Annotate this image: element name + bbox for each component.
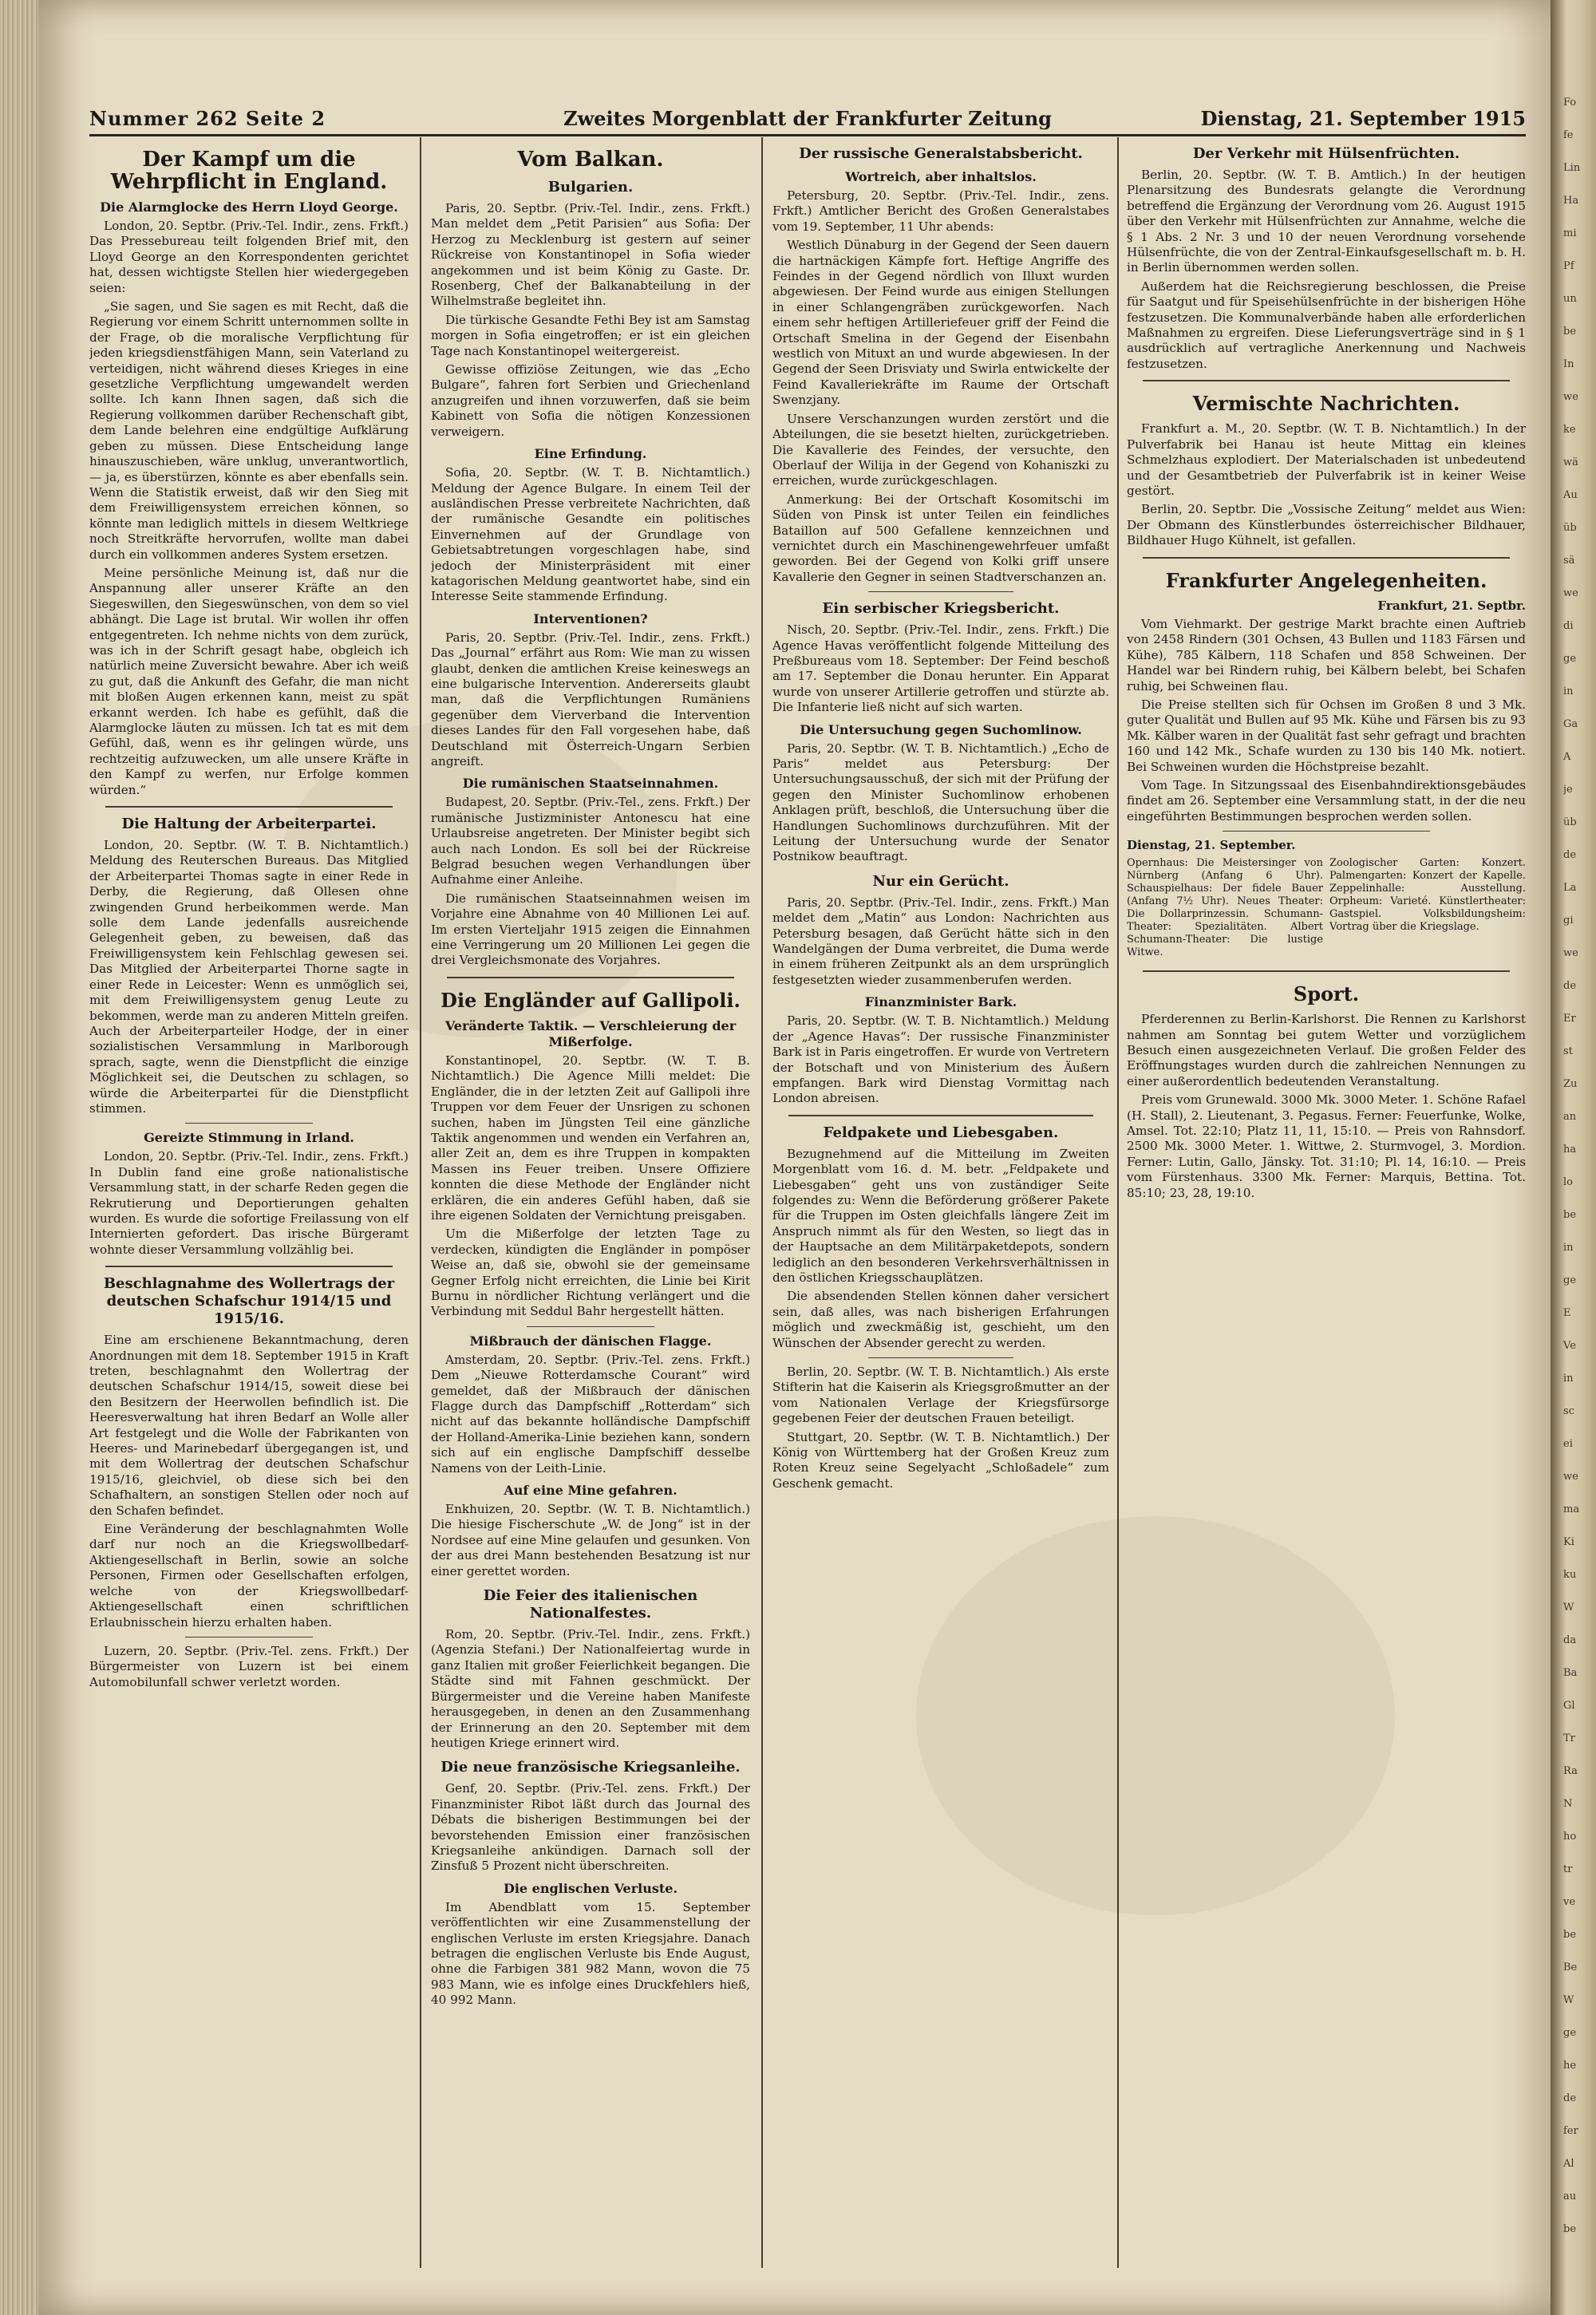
- column-4: [1127, 137, 1526, 2268]
- article-headline: Finanzminister Bark.: [864, 994, 1017, 1010]
- article-paragraph: Die absendenden Stellen können daher versichert sein, daß alles, was nach bisherigen Erfahrungen möglich und zweckmäßig ist, geschieht, um den Wünschen der Absender gerecht zu werden.: [772, 1289, 1109, 1350]
- article-paragraph: Eine am erschienene Bekanntmachung, deren Anordnungen mit dem 18. September 1915 in Kraft treten, beschlagnahmt den Wollertrag der deutschen Schafschur 1914/15, soweit diese bei den Besitzern der Heerwollen befindlich ist. Die Heeresverwaltung hat ihren Bedarf an Wolle aller Art festgelegt und die Wolle der Fabrikanten von Heeres- und Marinebedarf übergegangen ist, und mit dem Wollertrag der deutschen Schafschur 1915/16, gleichviel, ob diese sich bei den Schafhaltern, an sonstigen Stellen oder noch auf den Schafen befindet.: [89, 1333, 409, 1518]
- adjacent-page-fragment: fer: [1563, 2125, 1578, 2137]
- article-paragraph: Die türkische Gesandte Fethi Bey ist am Samstag morgen in Sofia eingetroffen; er ist ein gleichen Tage nach Konstantinopel weitergereist.: [431, 312, 750, 358]
- article-separator: [105, 806, 393, 808]
- page-header: [89, 102, 1526, 134]
- issue-date: Dienstag, 21. September 1915: [1200, 107, 1526, 130]
- article-separator: [447, 977, 734, 978]
- article-headline: Der Kampf um die Wehrpflicht in England.: [110, 148, 388, 194]
- adjacent-page-fragment: sc: [1563, 1405, 1574, 1417]
- article-paragraph: Sofia, 20. Septbr. (W. T. B. Nichtamtlich.) Meldung der Agence Bulgare. In einem Teil der ausländischen Presse verbreitete Nachrichten, daß der rumänische Gesandte ein politisches Einvernehmen auf der Grundlage von Gebietsabtretungen vorgeschlagen habe, sind jedoch der Ministerpräsident mit einer katagorischen Meldung geantwortet habe, sind ein Interesse Seite stammende Erfindung.: [431, 465, 750, 604]
- adjacent-page-fragment: Gl: [1563, 1700, 1575, 1712]
- article-headline: Frankfurter Angelegenheiten.: [1165, 568, 1487, 592]
- adjacent-page-fragment: ho: [1563, 1831, 1577, 1843]
- article-paragraph: Im Abendblatt vom 15. September veröffentlichten wir eine Zusammenstellung der englischen Verluste im ersten Kriegsjahre. Danach betragen die englischen Verluste bis Ende August, ohne die Farbigen 381 982 Mann, wovon die 75 983 Mann, wie es infolge eines Druckfehlers hieß, 40 992 Mann.: [431, 1899, 750, 2008]
- article-paragraph: Nisch, 20. Septbr. (Priv.-Tel. Indir., zens. Frkft.) Die Agence Havas veröffentlicht folgende Mitteilung des Preßbureaus vom 18. September: Der Feind beschoß am 17. September die Donau herunter. Ein Apparat wurde von unserer Artillerie getroffen und stürzte ab. Die Infanterie ließ nicht auf sich warten.: [772, 622, 1109, 715]
- adjacent-page-fragment: au: [1563, 2191, 1577, 2202]
- adjacent-page-fragment: an: [1563, 1111, 1577, 1123]
- article-paragraph: „Sie sagen, und Sie sagen es mit Recht, daß die Regierung vor einem Schritt unternommen sollte in der Frage, ob die moralische Verpflichtung für jeden kriegsdienstfähigen Mann, sein Vaterland zu verteidigen, nicht während dieses Krieges in eine gesetzliche Verpflichtung umgewandelt werden sollte. Ich kann Ihnen sagen, daß sich die Regierung vollkommen darüber Rechenschaft gibt, dem Lande belehren eine endgültige Aufklärung geben zu müssen. Diese Entscheidung lange hinauszuschieben, wäre unklug, unverantwortlich, — ja, es überstürzen, könnte es aber ebenfalls sein. Wenn die Statistik erweist, daß wir den Sieg mit dem Freiwilligensystem erreichen können, so könnte man lediglich mittels in diesem Weltkriege noch Streitkräfte hervorrufen, wollte man dabei durch ein vollkommen anderes System ersetzen.: [89, 299, 409, 562]
- article-separator: [527, 1326, 654, 1327]
- article-paragraph: Stuttgart, 20. Septbr. (W. T. B. Nichtamtlich.) Der König von Württemberg hat der Großen Kreuz zum Roten Kreuz seine Segelyacht „Schloßadele“ zum Geschenk gemacht.: [772, 1429, 1109, 1491]
- adjacent-page-fragment: be: [1563, 2223, 1577, 2235]
- adjacent-page-text: [1563, 96, 1594, 2250]
- adjacent-page-fragment: ku: [1563, 1569, 1577, 1581]
- article-paragraph: Bezugnehmend auf die Mitteilung im Zweiten Morgenblatt vom 16. d. M. betr. „Feldpakete und Liebesgaben“ geht uns von zuständiger Seite folgendes zu: Wenn die Beförderung größerer Pakete für die Truppen im Osten gleichfalls längere Zeit im Anspruch nimmt als für den Westen, so liegt das in der Hauptsache an dem Militärpaketdepots, sondern lediglich an den besonderen Verkehrsverhältnissen in den östlichen Kriegsschauplätzen.: [772, 1146, 1109, 1285]
- article-separator: [868, 1357, 1013, 1358]
- adjacent-page-fragment: we: [1563, 391, 1578, 403]
- adjacent-page-fragment: de: [1563, 980, 1577, 992]
- article-paragraph: London, 20. Septbr. (Priv.-Tel. Indir., zens. Frkft.) Das Pressebureau teilt folgenden Brief mit, den Lloyd George an den Korrespondenten gerichtet hat, dessen wichtigste Stellen hier wiedergegeben seien:: [89, 219, 409, 295]
- article-separator: [1143, 557, 1510, 559]
- adjacent-page-fragment: N: [1563, 1798, 1573, 1810]
- article-headline: Die Feier des italienischen Nationalfestes.: [483, 1587, 698, 1622]
- adjacent-page-fragment: Ha: [1563, 195, 1579, 207]
- book-left-edge: [0, 0, 38, 2315]
- article-separator: [1143, 970, 1510, 972]
- article-subheadline: Wortreich, aber inhaltslos.: [845, 169, 1037, 184]
- adjacent-page-fragment: Ki: [1563, 1536, 1574, 1548]
- adjacent-page-fragment: Pf: [1563, 260, 1574, 272]
- article-headline: Der russische Generalstabsbericht.: [799, 145, 1083, 162]
- adjacent-page-fragment: Au: [1563, 489, 1578, 501]
- article-paragraph: Paris, 20. Septbr. (Priv.-Tel. Indir., zens. Frkft.) Man meldet dem „Petit Parisien“ aus Sofia: Der Herzog zu Mecklenburg ist gestern auf seiner Rückreise von Konstantinopel in Sofia wieder angekommen und ist beim König zu Gaste. Dr. Rosenberg, Chef der Balkanabteilung in der Wilhelmstraße begleitet ihn.: [431, 201, 750, 309]
- article-paragraph: Gewisse offiziöse Zeitungen, wie das „Echo Bulgare“, fahren fort Serbien und Griechenland anzugreifen und ihnen vorzuwerfen, daß sie beim Kabinett von Sofia die nötigen Konzessionen verweigern.: [431, 362, 750, 439]
- adjacent-page-fragment: wä: [1563, 456, 1578, 468]
- article-subheadline: Veränderte Taktik. — Verschleierung der Mißerfolge.: [444, 1017, 737, 1049]
- events-left: [1127, 857, 1323, 962]
- article-headline: Vermischte Nachrichten.: [1192, 392, 1460, 416]
- adjacent-page-fragment: ge: [1563, 2027, 1577, 2039]
- article-headline: Der Verkehr mit Hülsenfrüchten.: [1192, 145, 1460, 162]
- article-paragraph: Paris, 20. Septbr. (W. T. B. Nichtamtlich.) Meldung der „Agence Havas“: Der russische Finanzminister Bark ist in Paris eingetroffen. Er wurde von Vertretern der Botschaft und von Ministerium des Äußern empfangen. Bark wird Dienstag Vormittag nach London abreisen.: [772, 1013, 1109, 1106]
- masthead: Zweites Morgenblatt der Frankfurter Zeitung: [563, 107, 1052, 130]
- adjacent-page-fragment: üb: [1563, 522, 1577, 534]
- adjacent-page-fragment: Lin: [1563, 162, 1581, 174]
- article-paragraph: Paris, 20. Septbr. (Priv.-Tel. Indir., zens. Frkft.) Das „Journal“ erfährt aus Rom: Wie man zu wissen glaubt, denken die amtlichen Kreise keineswegs an eine bulgarische Intervention. Andererseits glaubt man, daß die Verpflichtungen Rumäniens gegenüber dem Vierverband die Intervention dieses Landes für den Fall vorgesehen habe, daß Deutschland mit Österreich-Ungarn Serbien angreift.: [431, 630, 750, 768]
- adjacent-page-fragment: W: [1563, 1602, 1574, 1614]
- article-paragraph: Budapest, 20. Septbr. (Priv.-Tel., zens. Frkft.) Der rumänische Justizminister Antonescu hat eine Urlaubsreise angetreten. Der Minister begibt sich auch nach London. Es soll bei der Rückreise Belgrad besuchen wegen Verhandlungen über Aufnahme einer Anleihe.: [431, 795, 750, 887]
- article-headline: Mißbrauch der dänischen Flagge.: [469, 1333, 712, 1349]
- adjacent-page-fragment: Fo: [1563, 97, 1577, 109]
- events-listing: [1127, 857, 1526, 962]
- article-headline: Die neue französische Kriegsanleihe.: [440, 1759, 741, 1776]
- book-right-edge: [1551, 0, 1596, 2315]
- header-rule: [89, 134, 1526, 136]
- article-headline: Die Engländer auf Gallipoli.: [440, 988, 741, 1012]
- adjacent-page-fragment: mi: [1563, 227, 1577, 239]
- article-headline: Sport.: [1293, 982, 1360, 1006]
- article-headline: Die Haltung der Arbeiterpartei.: [121, 816, 377, 833]
- article-separator: [1143, 380, 1510, 381]
- adjacent-page-fragment: we: [1563, 1471, 1578, 1483]
- article-paragraph: Paris, 20. Septbr. (Priv.-Tel. Indir., zens. Frkft.) Man meldet dem „Matin“ aus London: Nachrichten aus Petersburg besagen, daß Gerücht hätte sich in den Wandelgängen der Duma verbreitet, die Duma werde in einem früheren Zeitpunkt als an dem ursprünglich festgesetzten wieder zusammenberufen werden.: [772, 895, 1109, 987]
- column-rule: [420, 137, 421, 2268]
- adjacent-page-fragment: de: [1563, 2092, 1577, 2104]
- article-paragraph: London, 20. Septbr. (Priv.-Tel. Indir., zens. Frkft.) In Dublin fand eine große nationalistische Versammlung statt, in der scharfe Reden gegen die Rekrutierung und Deportierungen gehalten wurden. Es wurde die sofortige Freilassung von elf Internierten gefordert. Das irische Bürgeramt wohnte dieser Versammlung vollzählig bei.: [89, 1149, 409, 1257]
- article-paragraph: Um die Mißerfolge der letzten Tage zu verdecken, kündigten die Engländer in pompöser Weise an, daß sie, obwohl sie der gemeinsame Gegner Erfolg nicht erreichten, die Linie bei Kirit Burnu in nördlicher Richtung verlängert und die Verbindung mit Seddul Bahr hergestellt hätten.: [431, 1227, 750, 1319]
- article-paragraph: Pferderennen zu Berlin-Karlshorst. Die Rennen zu Karlshorst nahmen am Sonntag bei gutem Wetter und vorzüglichem Besuch einen ausgezeichneten Verlauf. Die großen Felder des Eröffnungstages wurden durch die zahlreichen Nennungen zu einer außerordentlich bedeutenden Veranstaltung.: [1127, 1012, 1526, 1088]
- adjacent-page-fragment: be: [1563, 1929, 1577, 1941]
- article-paragraph: Anmerkung: Bei der Ortschaft Kosomitschi im Süden von Pinsk ist unter Teilen ein feindliches Bataillon auf 500 Gefallene kennzeichnen und vernichtet durch ein Maschinengewehrfeuer umfaßt geworden. Bei der Gegend von Kolki griff unsere Kavallerie den Gegner in seinen Stadtverschanzen an.: [772, 492, 1109, 584]
- column-2: [431, 137, 750, 2268]
- adjacent-page-fragment: ma: [1563, 1503, 1580, 1515]
- article-paragraph: Westlich Dünaburg in der Gegend der Seen dauern die hartnäckigen Kämpfe fort. Heftige Angriffe des Feindes in der Gegend nördlich von Illuxt wurden abgewiesen. Der Feind wurde aus einigen Stellungen in einer Schlangengräben zurückgeworfen. Nach einem sehr heftigen Artilleriefeuer griff der Feind die Ortschaft Smelina in der Gegend der Eisenbahn westlich von Mituxt an und wurde abgewiesen. In der Gegend der Seen Drisviaty und Swirla entwickelte der Feind Kavalleriekräfte im Raume der Ortschaft Swenzjany.: [772, 238, 1109, 408]
- adjacent-page-fragment: gi: [1563, 915, 1574, 926]
- column-3: [772, 137, 1109, 2268]
- article-headline: Interventionen?: [533, 610, 648, 626]
- article-paragraph: Vom Viehmarkt. Der gestrige Markt brachte einen Auftrieb von 2458 Rindern (301 Ochsen, 43 Bullen und 1183 Färsen und Kühe), 785 Kälbern, 118 Schafen und 858 Schweinen. Der Handel war bei Rindern ruhig, bei Kälbern belebt, bei Schafen ruhig, bei Schweinen flau.: [1127, 616, 1526, 693]
- article-paragraph: Die rumänischen Staatseinnahmen weisen im Vorjahre eine Abnahme von 40 Millionen Lei auf. Im ersten Vierteljahr 1915 zeigen die Einnahmen eine Verringerung um 20 Millionen Lei gegen die drei Vergleichsmonate des Vorjahres.: [431, 891, 750, 968]
- column-rule: [1117, 137, 1119, 2268]
- article-paragraph: Unsere Verschanzungen wurden zerstört und die Abteilungen, die sie besetzt hielten, zurückgetrieben. Die Kavallerie des Feindes, der versuchte, den Oberlauf der Wilija in der Gegend von Kohaniszki zu erreichen, wurde zurückgeschlagen.: [772, 411, 1109, 488]
- article-separator: [788, 1115, 1093, 1116]
- article-headline: Auf eine Mine gefahren.: [504, 1483, 678, 1499]
- article-separator: [868, 591, 1013, 592]
- column-rule: [761, 137, 763, 2268]
- article-separator: [185, 1123, 313, 1124]
- adjacent-page-fragment: un: [1563, 293, 1577, 305]
- article-paragraph: Berlin, 20. Septbr. Die „Vossische Zeitung“ meldet aus Wien: Der Obmann des Künstlerbundes österreichischer Bildhauer, Bildhauer Hugo Kühnelt, ist gefallen.: [1127, 502, 1526, 548]
- adjacent-page-fragment: Tr: [1563, 1732, 1575, 1744]
- adjacent-page-fragment: sä: [1563, 555, 1575, 567]
- article-separator: [1223, 831, 1430, 832]
- article-headline: Eine Erfindung.: [534, 446, 647, 462]
- events-right: [1329, 857, 1526, 962]
- article-headline: Die rumänischen Staatseinnahmen.: [462, 776, 719, 792]
- events-text: Zoologischer Garten: Konzert. Palmengarten: Konzert der Kapelle. Zeppelinhalle: Ausstellung. Orpheum: Varieté. Künstlertheater: Gastspiel. Volksbildungsheim: Vortrag über die Kriegslage.: [1329, 857, 1526, 934]
- adjacent-page-fragment: Ga: [1563, 718, 1578, 730]
- article-paragraph: Frankfurt a. M., 20. Septbr. (W. T. B. Nichtamtlich.) In der Pulverfabrik bei Hanau ist heute Mittag ein kleines Schmelzhaus explodiert. Der Materialschaden ist unbedeutend und der Gesamtbetrieb der Pulverfabrik ist in keiner Weise gestört.: [1127, 421, 1526, 498]
- adjacent-page-fragment: tr: [1563, 1863, 1573, 1875]
- adjacent-page-fragment: A: [1563, 751, 1571, 763]
- adjacent-page-fragment: ke: [1563, 424, 1576, 436]
- adjacent-page-fragment: de: [1563, 849, 1577, 861]
- adjacent-page-fragment: E: [1563, 1307, 1571, 1319]
- article-subheadline: Bulgarien.: [547, 179, 634, 196]
- adjacent-page-fragment: La: [1563, 882, 1577, 894]
- article-subheadline: Die Alarmglocke des Herrn Lloyd George.: [100, 200, 398, 215]
- article-paragraph: Meine persönliche Meinung ist, daß nur die Anspannung aller unserer Kräfte an den Siegeswillen, den Siegeswünschen, von dem so viel abhängt. Die Lage ist brutal. Wir wollen ihr offen entgegentreten. Ich nehme nichts von dem zurück, was ich in der Schrift gesagt habe, obgleich ich natürlich meine Zuversicht bewahre. Aber ich weiß zu gut, daß die Ankunft des Gefahr, die man nicht mit bloßen Augen erkennen kann, meist zu spät erkannt werden. Ich habe es gefühlt, daß die Alarmglocke läuten zu müssen. Ich tat es mit dem Gefühl, daß, wenn es ihr gelingen würde, uns rechtzeitig aufzuwecken, um alle unsere Kräfte in den Kampf zu werfen, nur Erfolge kommen würden.“: [89, 565, 409, 797]
- dateline: Frankfurt, 21. Septbr.: [1377, 598, 1526, 613]
- adjacent-page-fragment: we: [1563, 947, 1578, 959]
- article-paragraph: Rom, 20. Septbr. (Priv.-Tel. Indir., zens. Frkft.) (Agenzia Stefani.) Der Nationalfeiertag wurde in ganz Italien mit großer Feierlichkeit begangen. Die Städte sind mit Fahnen geschmückt. Der Bürgermeister und die Vereine haben Manifeste herausgegeben, in denen an den Zusammenhang der Erinnerung an den 20. September mit dem heutigen Kriege erinnert wird.: [431, 1627, 750, 1750]
- adjacent-page-fragment: ei: [1563, 1438, 1573, 1450]
- article-headline: Ein serbischer Kriegsbericht.: [822, 600, 1060, 618]
- article-paragraph: Luzern, 20. Septbr. (Priv.-Tel. zens. Frkft.) Der Bürgermeister von Luzern ist bei einem Automobilunfall schwer verletzt worden.: [89, 1643, 409, 1689]
- article-headline: Die Untersuchung gegen Suchomlinow.: [800, 721, 1082, 737]
- article-paragraph: Außerdem hat die Reichsregierung beschlossen, die Preise für Saatgut und für Speisehülsenfrüchte in der bisherigen Höhe festzusetzen. Die Kommunalverbände haben alle erforderlichen Maßnahmen zu ergreifen. Diese Lieferungsverträge sind in § 1 ausdrücklich auf vertragliche Anerkennung und Nachweis festzusetzen.: [1127, 279, 1526, 371]
- adjacent-page-fragment: ha: [1563, 1144, 1577, 1156]
- adjacent-page-fragment: ve: [1563, 1896, 1576, 1908]
- article-separator: [105, 1266, 393, 1267]
- adjacent-page-fragment: he: [1563, 2060, 1577, 2072]
- article-paragraph: Amsterdam, 20. Septbr. (Priv.-Tel. zens. Frkft.) Dem „Nieuwe Rotterdamsche Courant“ wird gemeldet, daß der Mißbrauch der dänischen Flagge durch das Dampfschiff „Rotterdam“ sich nicht auf das bekannte holländische Dampfschiff der Holland-Amerika-Linie beziehen kann, sondern sich auf ein englische Dampfschiff desselbe Namens von der Leith-Linie.: [431, 1352, 750, 1476]
- adjacent-page-fragment: da: [1563, 1634, 1577, 1646]
- adjacent-page-fragment: üb: [1563, 816, 1577, 828]
- article-paragraph: Berlin, 20. Septbr. (W. T. B. Amtlich.) In der heutigen Plenarsitzung des Bundesrats gelangte die Verordnung betreffend die Ergänzung der Verordnung vom 26. August 1915 über den Verkehr mit Hülsenfrüchten zur Annahme, welche die § 1 Abs. 2 Nr. 3 und 10 der neuen Verordnung vorsehende Hülsenfrüchte, die von der Zentral-Einkaufsgesellschaft m. b. H. in Berlin übernommen werden sollen.: [1127, 168, 1526, 275]
- adjacent-page-fragment: Ve: [1563, 1340, 1576, 1352]
- article-paragraph: Enkhuizen, 20. Septbr. (W. T. B. Nichtamtlich.) Die hiesige Fischerschute „W. de Jong“ ist in der Nordsee auf eine Mine gelaufen und gesunken. Von der aus drei Mann bestehenden Besatzung ist nur einer gerettet worden.: [431, 1502, 750, 1578]
- article-paragraph: Paris, 20. Septbr. (W. T. B. Nichtamtlich.) „Echo de Paris“ meldet aus Petersburg: Der Untersuchungsausschuß, der sich mit der Prüfung der gegen den Minister Suchomlinow erhobenen Anklagen prüft, beschloß, die Untersuchung über die Handlungen Suchomlinows durchzuführen. Mit der Leitung der Untersuchung wurde der Senator Postnikow beauftragt.: [772, 741, 1109, 864]
- adjacent-page-fragment: be: [1563, 326, 1577, 338]
- adjacent-page-fragment: Al: [1563, 2158, 1574, 2170]
- article-paragraph: Preis vom Grunewald. 3000 Mk. 3000 Meter. 1. Schöne Rafael (H. Stall), 2. Lieutenant, 3. Pegasus. Ferner: Feuerfunke, Wolke, Amsel. Tot. 22:10; Platz 11, 11, 15:10. — Preis von Rahnsdorf. 2500 Mk. 3000 Meter. 1. Wittwe, 2. Sturmvogel, 3. Mordion. Ferner: Lutin, Gallo, Jänsky. Tot. 31:10; Pl. 14, 16:10. — Preis vom Fürstenhaus. 3300 Mk. Ferner: Marquis, Bettina. Tot. 85:10; 23, 28, 19:10.: [1127, 1092, 1526, 1200]
- adjacent-page-fragment: Zu: [1563, 1078, 1578, 1090]
- adjacent-page-fragment: Ra: [1563, 1765, 1578, 1777]
- events-listing-title: Dienstag, 21. September.: [1127, 838, 1296, 853]
- article-paragraph: Berlin, 20. Septbr. (W. T. B. Nichtamtlich.) Als erste Stifterin hat die Kaiserin als Kriegsgroßmutter an der vom Nationalen Verlage der Kriegsfürsorge gegebenen Feier der deutschen Frauen beteiligt.: [772, 1365, 1109, 1426]
- article-headline: Beschlagnahme des Wollertrags der deutschen Schafschur 1914/15 und 1915/16.: [103, 1275, 395, 1328]
- article-headline: Die englischen Verluste.: [503, 1880, 678, 1896]
- article-paragraph: Konstantinopel, 20. Septbr. (W. T. B. Nichtamtlich.) Die Agence Milli meldet: Die Engländer, die in der letzten Zeit auf Gallipoli ihre Truppen vor dem Feuer der Unsrigen zu schonen suchen, haben im Jüngsten Teil eine gänzliche Taktik angenommen und wenden ein Verfahren an, aller Zeit an, dem es ihre Truppen in kompakten Massen ins Feuer treiben. Unsere Offiziere konnten die diese Methode der Engländer nicht erklären, die ein anderes Gefühl haben, daß sie ihre eigenen Soldaten der Vernichtung preisgaben.: [431, 1053, 750, 1223]
- issue-number: Nummer 262 Seite 2: [89, 107, 326, 130]
- adjacent-page-fragment: je: [1563, 784, 1573, 796]
- adjacent-page-fragment: ge: [1563, 653, 1577, 665]
- article-headline: Vom Balkan.: [517, 148, 664, 172]
- adjacent-page-fragment: Be: [1563, 1961, 1578, 1973]
- adjacent-page-fragment: di: [1563, 620, 1574, 632]
- adjacent-page-fragment: ge: [1563, 1274, 1577, 1286]
- article-headline: Feldpakete und Liebesgaben.: [823, 1124, 1059, 1141]
- article-headline: Nur ein Gerücht.: [872, 872, 1009, 890]
- article-paragraph: Die Preise stellten sich für Ochsen im Großen 8 und 3 Mk. guter Qualität und Bullen auf 95 Mk. Kühe und Färsen bis zu 93 Mk. Kälber waren in der Qualität fast sehr gefragt und brachten 160 und 142 Mk., Schafe wurden zu 130 bis 140 Mk. notiert. Bei Schweinen wurden die Höchstpreise bezahlt.: [1127, 697, 1526, 774]
- adjacent-page-fragment: st: [1563, 1045, 1573, 1057]
- adjacent-page-fragment: be: [1563, 1209, 1577, 1221]
- article-paragraph: London, 20. Septbr. (W. T. B. Nichtamtlich.) Meldung des Reuterschen Bureaus. Das Mitglied der Arbeiterpartei Thomas sagte in einer Rede in Derby, die Regierung, daß Ollesen ohne zwingenden Grund herbeikommen werde. Man solle dem Lande jedenfalls ausreichende Gelegenheit geben, zu beweisen, daß das Freiwilligensystem kein Fehlschlag gewesen sei. Das Mitglied der Arbeiterpartei Thorne sagte in einer Rede in Leicester: Wenn es unmöglich sei, mit dem Freiwilligensystem genug Leute zu bekommen, werde man zu anderen Mitteln greifen. Auch der Arbeiterparteiler Hodge, der in einer sozialistischen Versammlung in Marlborough sprach, sagte, wenn die Dienstpflicht die einzige Möglichkeit sei, die Deutschen zu schlagen, so würde die Arbeiterpartei für die Dienstpflicht stimmen.: [89, 838, 409, 1116]
- adjacent-page-fragment: Ba: [1563, 1667, 1578, 1679]
- adjacent-page-fragment: in: [1563, 1242, 1574, 1254]
- article-headline: Gereizte Stimmung in Irland.: [144, 1130, 354, 1146]
- article-paragraph: Petersburg, 20. Septbr. (Priv.-Tel. Indir., zens. Frkft.) Amtlicher Bericht des Großen Generalstabes vom 19. September, 11 Uhr abends:: [772, 188, 1109, 234]
- column-1: [89, 137, 409, 2268]
- adjacent-page-fragment: in: [1563, 1373, 1574, 1385]
- adjacent-page-fragment: lo: [1563, 1176, 1573, 1188]
- article-paragraph: Genf, 20. Septbr. (Priv.-Tel. zens. Frkft.) Der Finanzminister Ribot läßt durch das Journal des Débats die bisherigen Bestimmungen bei der bevorstehenden Emission einer französischen Kriegsanleihe ankündigen. Darnach soll der Zinsfuß 5 Prozent nicht überschreiten.: [431, 1781, 750, 1874]
- article-paragraph: Eine Veränderung der beschlagnahmten Wolle darf nur noch an die Kriegswollbedarf-Aktiengesellschaft in Berlin, sowie an solche Personen, Firmen oder Gesellschaften erfolgen, welche von der Kriegswollbedarf-Aktiengesellschaft einen schriftlichen Erlaubnisschein hierzu erhalten haben.: [89, 1522, 409, 1630]
- events-text: Opernhaus: Die Meistersinger von Nürnberg (Anfang 6 Uhr). Schauspielhaus: Der fidele Bauer (Anfang 7½ Uhr). Neues Theater: Die Dollarprinzessin. Schumann-Theater: Spezialitäten. Albert Schumann-Theater: Die lustige Witwe.: [1127, 857, 1323, 959]
- adjacent-page-fragment: we: [1563, 587, 1578, 599]
- article-paragraph: Vom Tage. In Sitzungssaal des Eisenbahndirektionsgebäudes findet am 26. September eine Versammlung statt, in der die neu eingeführten Bestimmungen besprochen werden sollen.: [1127, 778, 1526, 824]
- adjacent-page-fragment: in: [1563, 685, 1574, 697]
- adjacent-page-fragment: Er: [1563, 1013, 1576, 1025]
- adjacent-page-fragment: In: [1563, 358, 1574, 370]
- adjacent-page-fragment: fe: [1563, 129, 1574, 141]
- adjacent-page-fragment: W: [1563, 1994, 1574, 2006]
